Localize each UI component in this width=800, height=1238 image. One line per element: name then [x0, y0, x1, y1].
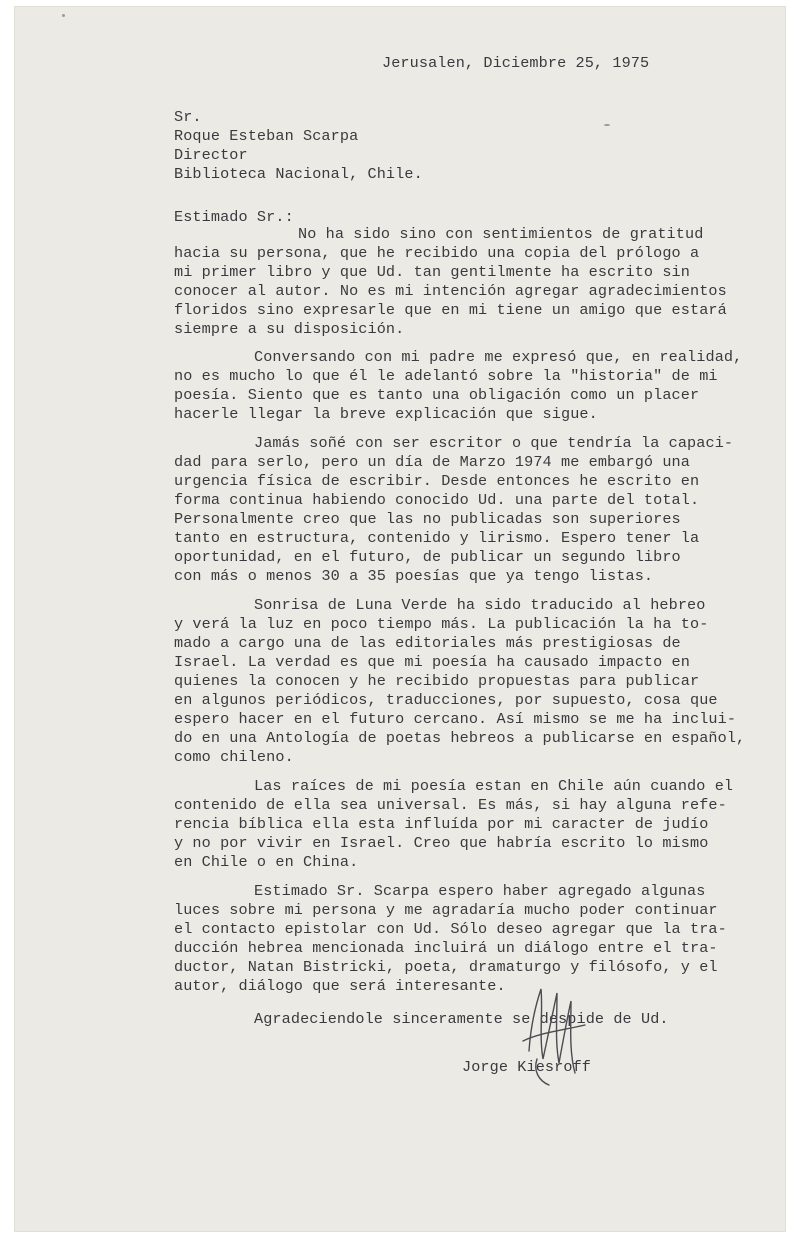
text-line: y no por vivir en Israel. Creo que habría escrito lo mismo [174, 834, 709, 852]
text-line: do en una Antología de poetas hebreos a publicarse en español, [174, 729, 746, 747]
text-line: espero hacer en el futuro cercano. Así mismo se me ha inclui- [174, 710, 737, 728]
text-line: como chileno. [174, 748, 294, 766]
text-line: mi primer libro y que Ud. tan gentilmente ha escrito sin [174, 263, 690, 281]
text-line: rencia bíblica ella esta influída por mi caracter de judío [174, 815, 709, 833]
text-line: en algunos periódicos, traducciones, por supuesto, cosa que [174, 691, 718, 709]
closing-line: Agradeciendole sinceramente se despide de Ud. [254, 1010, 669, 1028]
text-line: conocer al autor. No es mi intención agregar agradecimientos [174, 282, 727, 300]
paper-speck [604, 124, 610, 126]
recipient-line: Sr. [174, 108, 202, 126]
text-line: en Chile o en China. [174, 853, 359, 871]
text-line: poesía. Siento que es tanto una obligación como un placer [174, 386, 700, 404]
text-line: Conversando con mi padre me expresó que, en realidad, [254, 348, 743, 366]
text-line: Jamás soñé con ser escritor o que tendría la capaci- [254, 434, 734, 452]
text-line: siempre a su disposición. [174, 320, 405, 338]
text-line: dad para serlo, pero un día de Marzo 1974 me embargó una [174, 453, 690, 471]
salutation: Estimado Sr.: [174, 208, 294, 226]
text-line: floridos sino expresarle que en mi tiene un amigo que estará [174, 301, 727, 319]
text-line: hacerle llegar la breve explicación que sigue. [174, 405, 598, 423]
text-line: autor, diálogo que será interesante. [174, 977, 506, 995]
text-line: no es mucho lo que él le adelantó sobre la "historia" de mi [174, 367, 718, 385]
date-line: Jerusalen, Diciembre 25, 1975 [382, 54, 650, 72]
text-line: luces sobre mi persona y me agradaría mucho poder continuar [174, 901, 718, 919]
text-line: ducción hebrea mencionada incluirá un diálogo entre el tra- [174, 939, 718, 957]
text-line: forma continua habiendo conocido Ud. una parte del total. [174, 491, 700, 509]
recipient-line: Director [174, 146, 248, 164]
signature-name: Jorge Kiesroff [462, 1058, 591, 1076]
text-line: oportunidad, en el futuro, de publicar un segundo libro [174, 548, 681, 566]
text-line: Israel. La verdad es que mi poesía ha causado impacto en [174, 653, 690, 671]
text-line: quienes la conocen y he recibido propuestas para publicar [174, 672, 700, 690]
text-line: contenido de ella sea universal. Es más, si hay alguna refe- [174, 796, 727, 814]
text-line: con más o menos 30 a 35 poesías que ya tengo listas. [174, 567, 654, 585]
text-line: No ha sido sino con sentimientos de gratitud [298, 225, 704, 243]
text-line: urgencia física de escribir. Desde entonces he escrito en [174, 472, 700, 490]
text-line: Estimado Sr. Scarpa espero haber agregado algunas [254, 882, 706, 900]
text-line: mado a cargo una de las editoriales más prestigiosas de [174, 634, 681, 652]
text-line: y verá la luz en poco tiempo más. La publicación la ha to- [174, 615, 709, 633]
text-line: Las raíces de mi poesía estan en Chile aún cuando el [254, 777, 734, 795]
recipient-line: Biblioteca Nacional, Chile. [174, 165, 423, 183]
text-line: ductor, Natan Bistricki, poeta, dramaturgo y filósofo, y el [174, 958, 718, 976]
text-line: Sonrisa de Luna Verde ha sido traducido al hebreo [254, 596, 706, 614]
paper-speck [62, 14, 65, 17]
recipient-line: Roque Esteban Scarpa [174, 127, 359, 145]
text-line: Personalmente creo que las no publicadas son superiores [174, 510, 681, 528]
letter-sheet [14, 6, 786, 1232]
text-line: hacia su persona, que he recibido una copia del prólogo a [174, 244, 700, 262]
text-line: el contacto epistolar con Ud. Sólo deseo agregar que la tra- [174, 920, 727, 938]
text-line: tanto en estructura, contenido y lirismo. Espero tener la [174, 529, 700, 547]
